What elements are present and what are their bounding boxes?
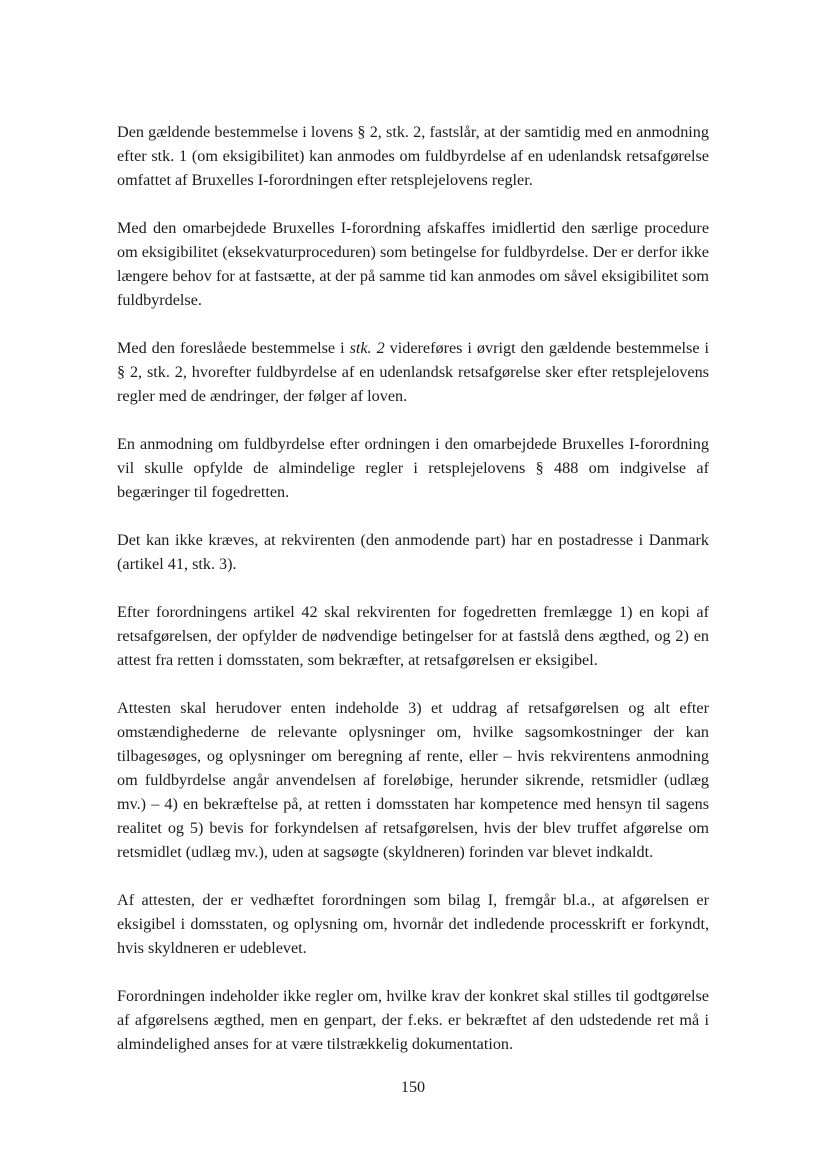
paragraph-3-before: Med den foreslåede bestemmelse i	[117, 339, 350, 357]
paragraph-9: Forordningen indeholder ikke regler om, hvilke krav der konkret skal stilles til godtgørelse af afgørelsens ægthed, men en genpart, der f.eks. er bekræftet af den udstedende ret må i almindelighed anses for at være tilstrækkelig dokumentation.	[117, 987, 709, 1053]
paragraph-4: En anmodning om fuldbyrdelse efter ordningen i den omarbejdede Bruxelles I-forordning vil skulle opfylde de almindelige regler i retsplejelovens § 488 om indgivelse af begæringer til fogedretten.	[117, 435, 709, 501]
paragraph-1: Den gældende bestemmelse i lovens § 2, stk. 2, fastslår, at der samtidig med en anmodning efter stk. 1 (om eksigibilitet) kan anmodes om fuldbyrdelse af en udenlandsk retsafgørelse omfattet af Bruxelles I-forordningen efter retsplejelovens regler.	[117, 123, 709, 189]
page-number: 150	[400, 1078, 426, 1096]
paragraph-8: Af attesten, der er vedhæftet forordningen som bilag I, fremgår bl.a., at afgørelsen er eksigibel i domsstaten, og oplysning om, hvornår det indledende processkrift er forkyndt, hvis skyldneren er udeblevet.	[117, 891, 709, 957]
paragraph-7: Attesten skal herudover enten indeholde 3) et uddrag af retsafgørelsen og alt efter omstændighederne de relevante oplysninger om, hvilke sagsomkostninger der kan tilbagesøges, og oplysninger om beregning af rente, eller – hvis rekvirentens anmodning om fuldbyrdelse angår anvendelsen af foreløbige, herunder sikrende, retsmidler (udlæg mv.) – 4) en bekræftelse på, at retten i domsstaten har kompetence med hensyn til sagens realitet og 5) bevis for forkyndelsen af retsafgørelsen, hvis der blev truffet afgørelse om retsmidlet (udlæg mv.), uden at sagsøgte (skyldneren) forinden var blevet indkaldt.	[117, 699, 709, 861]
paragraph-2: Med den omarbejdede Bruxelles I-forordning afskaffes imidlertid den særlige procedure om eksigibilitet (eksekvaturproceduren) som betingelse for fuldbyrdelse. Der er derfor ikke længere behov for at fastsætte, at der på samme tid kan anmodes om såvel eksigibilitet som fuldbyrdelse.	[117, 219, 709, 309]
paragraph-5: Det kan ikke kræves, at rekvirenten (den anmodende part) har en postadresse i Danmark (artikel 41, stk. 3).	[117, 531, 709, 573]
paragraph-3-after: videreføres i øvrigt den gældende bestemmelse i § 2, stk. 2, hvorefter fuldbyrdelse af en udenlandsk retsafgørelse sker efter retsplejelovens regler med de ændringer, der følger af loven.	[117, 339, 710, 405]
body-text	[117, 120, 709, 1080]
paragraph-3-emphasis: stk. 2	[349, 339, 385, 357]
paragraph-3	[117, 336, 709, 408]
paragraph-6: Efter forordningens artikel 42 skal rekvirenten for fogedretten fremlægge 1) en kopi af retsafgørelsen, der opfylder de nødvendige betingelser for at fastslå dens ægthed, og 2) en attest fra retten i domsstaten, som bekræfter, at retsafgørelsen er eksigibel.	[117, 603, 709, 669]
